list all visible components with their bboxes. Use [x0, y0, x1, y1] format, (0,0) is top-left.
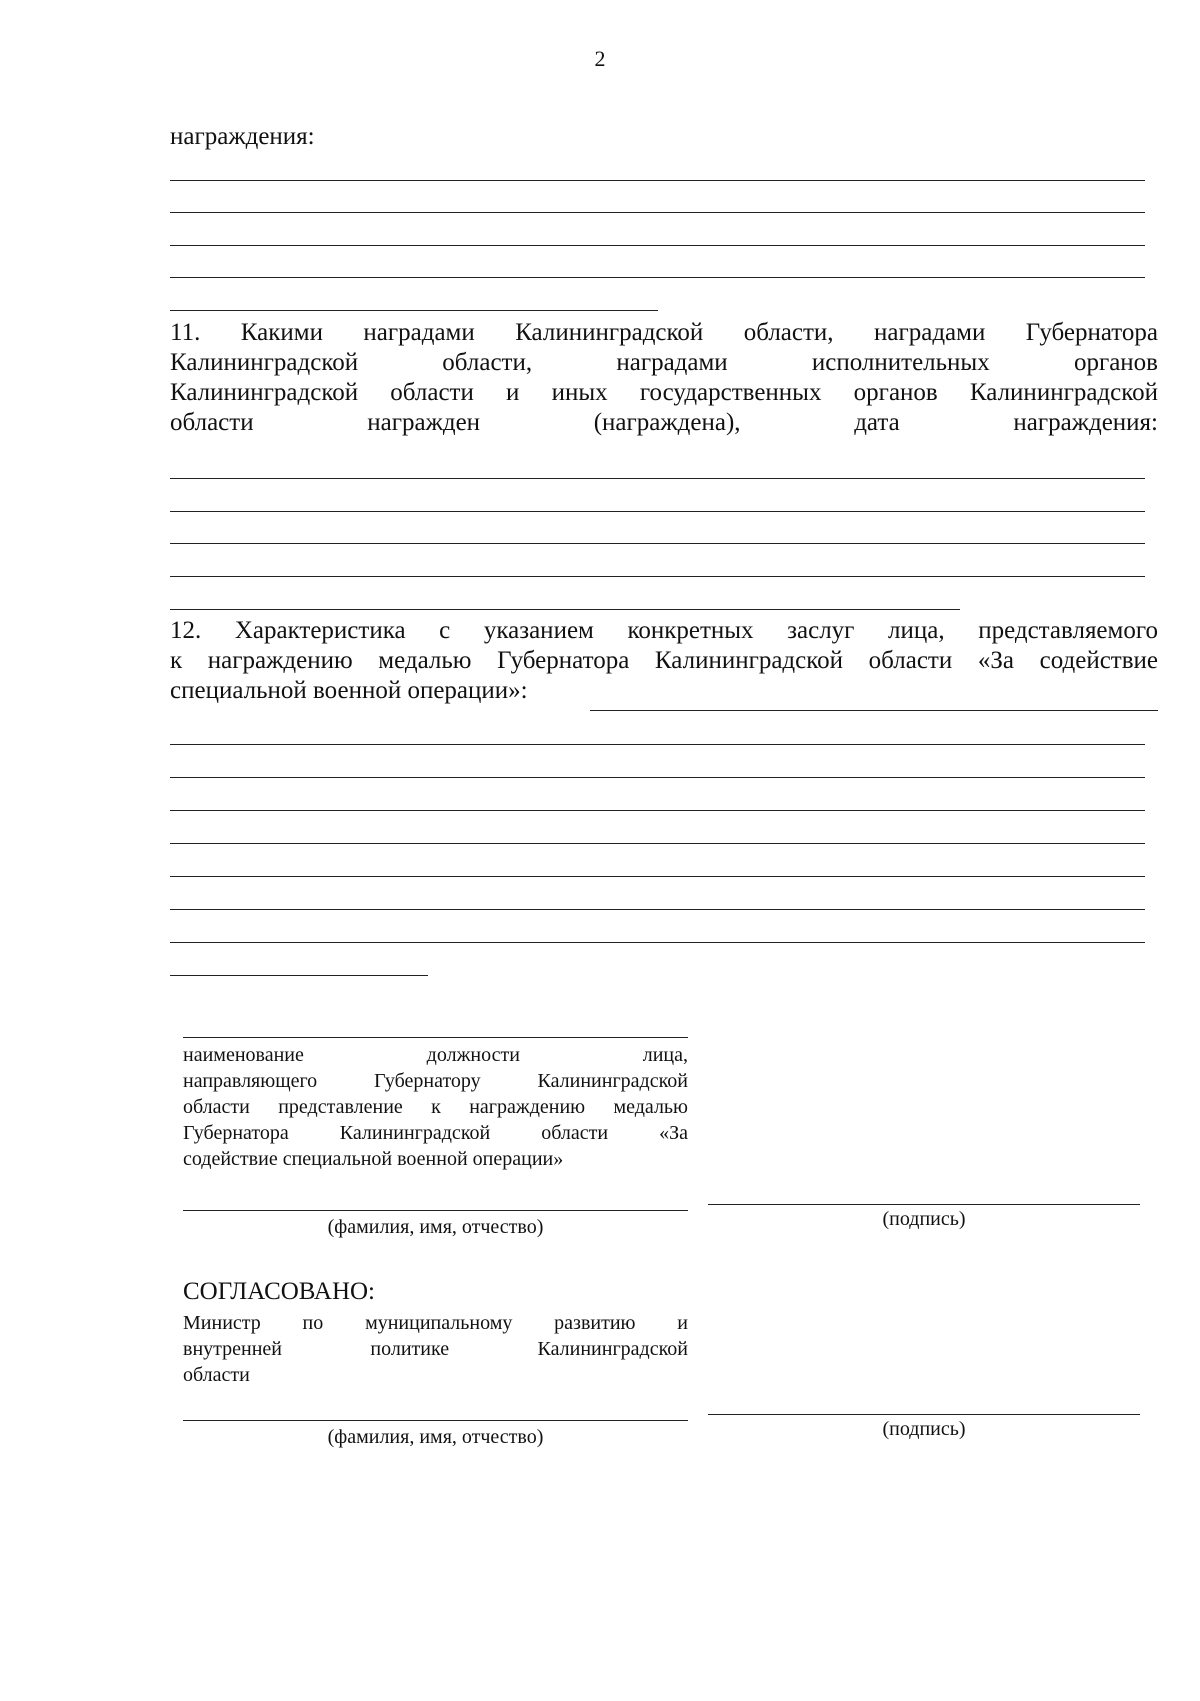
approval-position-line: внутренней политике Калининградской — [183, 1338, 688, 1360]
section11-line: Калининградской области и иных государственных органов Калининградской — [170, 379, 1158, 406]
position-line[interactable] — [183, 1037, 688, 1038]
signatory1-position — [183, 1042, 688, 1172]
position-caption-line: наименование должности лица, — [183, 1044, 688, 1066]
fill-line[interactable] — [170, 609, 960, 610]
signature-caption: (подпись) — [882, 1208, 966, 1230]
fill-line[interactable] — [170, 843, 1145, 844]
position-caption-line: Губернатора Калининградской области «За — [183, 1122, 688, 1144]
section12-line: специальной военной операции»: — [170, 677, 528, 704]
approval-position — [183, 1310, 688, 1388]
fill-line[interactable] — [170, 876, 1145, 877]
position-caption-line: направляющего Губернатору Калининградской — [183, 1070, 688, 1092]
position-caption-line: области представление к награждению медалью — [183, 1096, 688, 1118]
fill-line[interactable] — [170, 478, 1145, 479]
approval-position-line: области — [183, 1364, 250, 1386]
section10-tail: награждения: — [170, 123, 315, 150]
name-line[interactable] — [183, 1210, 688, 1211]
approval-name-line[interactable] — [183, 1420, 688, 1421]
fill-line[interactable] — [170, 277, 1145, 278]
fill-line[interactable] — [170, 744, 1145, 745]
fill-line[interactable] — [170, 942, 1145, 943]
fill-line[interactable] — [170, 576, 1145, 577]
fill-line[interactable] — [170, 810, 1145, 811]
page-number: 2 — [594, 46, 606, 71]
approval-heading: СОГЛАСОВАНО: — [183, 1278, 376, 1305]
fill-line[interactable] — [170, 511, 1145, 512]
approval-name-caption: (фамилия, имя, отчество) — [327, 1426, 544, 1448]
section12-question — [170, 616, 1158, 706]
section11-line: области награжден (награждена), дата награждения: — [170, 409, 1158, 436]
fill-line[interactable] — [170, 310, 658, 311]
name-caption: (фамилия, имя, отчество) — [327, 1216, 544, 1238]
section11-line: Калининградской области, наградами исполнительных органов — [170, 349, 1158, 376]
fill-line[interactable] — [170, 245, 1145, 246]
fill-line[interactable] — [170, 180, 1145, 181]
section11-line: 11. Какими наградами Калининградской области, наградами Губернатора — [170, 319, 1158, 346]
approval-signature-line[interactable] — [708, 1414, 1140, 1415]
section12-line: 12. Характеристика с указанием конкретных заслуг лица, представляемого — [170, 617, 1158, 644]
fill-line-inline[interactable] — [590, 710, 1158, 711]
fill-line[interactable] — [170, 212, 1145, 213]
approval-position-line: Министр по муниципальному развитию и — [183, 1312, 688, 1334]
fill-line[interactable] — [170, 975, 428, 976]
section11-question — [170, 318, 1158, 438]
fill-line[interactable] — [170, 909, 1145, 910]
position-caption-line: содействие специальной военной операции» — [183, 1148, 564, 1170]
fill-line[interactable] — [170, 543, 1145, 544]
signature-line[interactable] — [708, 1204, 1140, 1205]
fill-line[interactable] — [170, 777, 1145, 778]
section12-line: к награждению медалью Губернатора Калининградской области «За содействие — [170, 647, 1158, 674]
approval-signature-caption: (подпись) — [882, 1418, 966, 1440]
